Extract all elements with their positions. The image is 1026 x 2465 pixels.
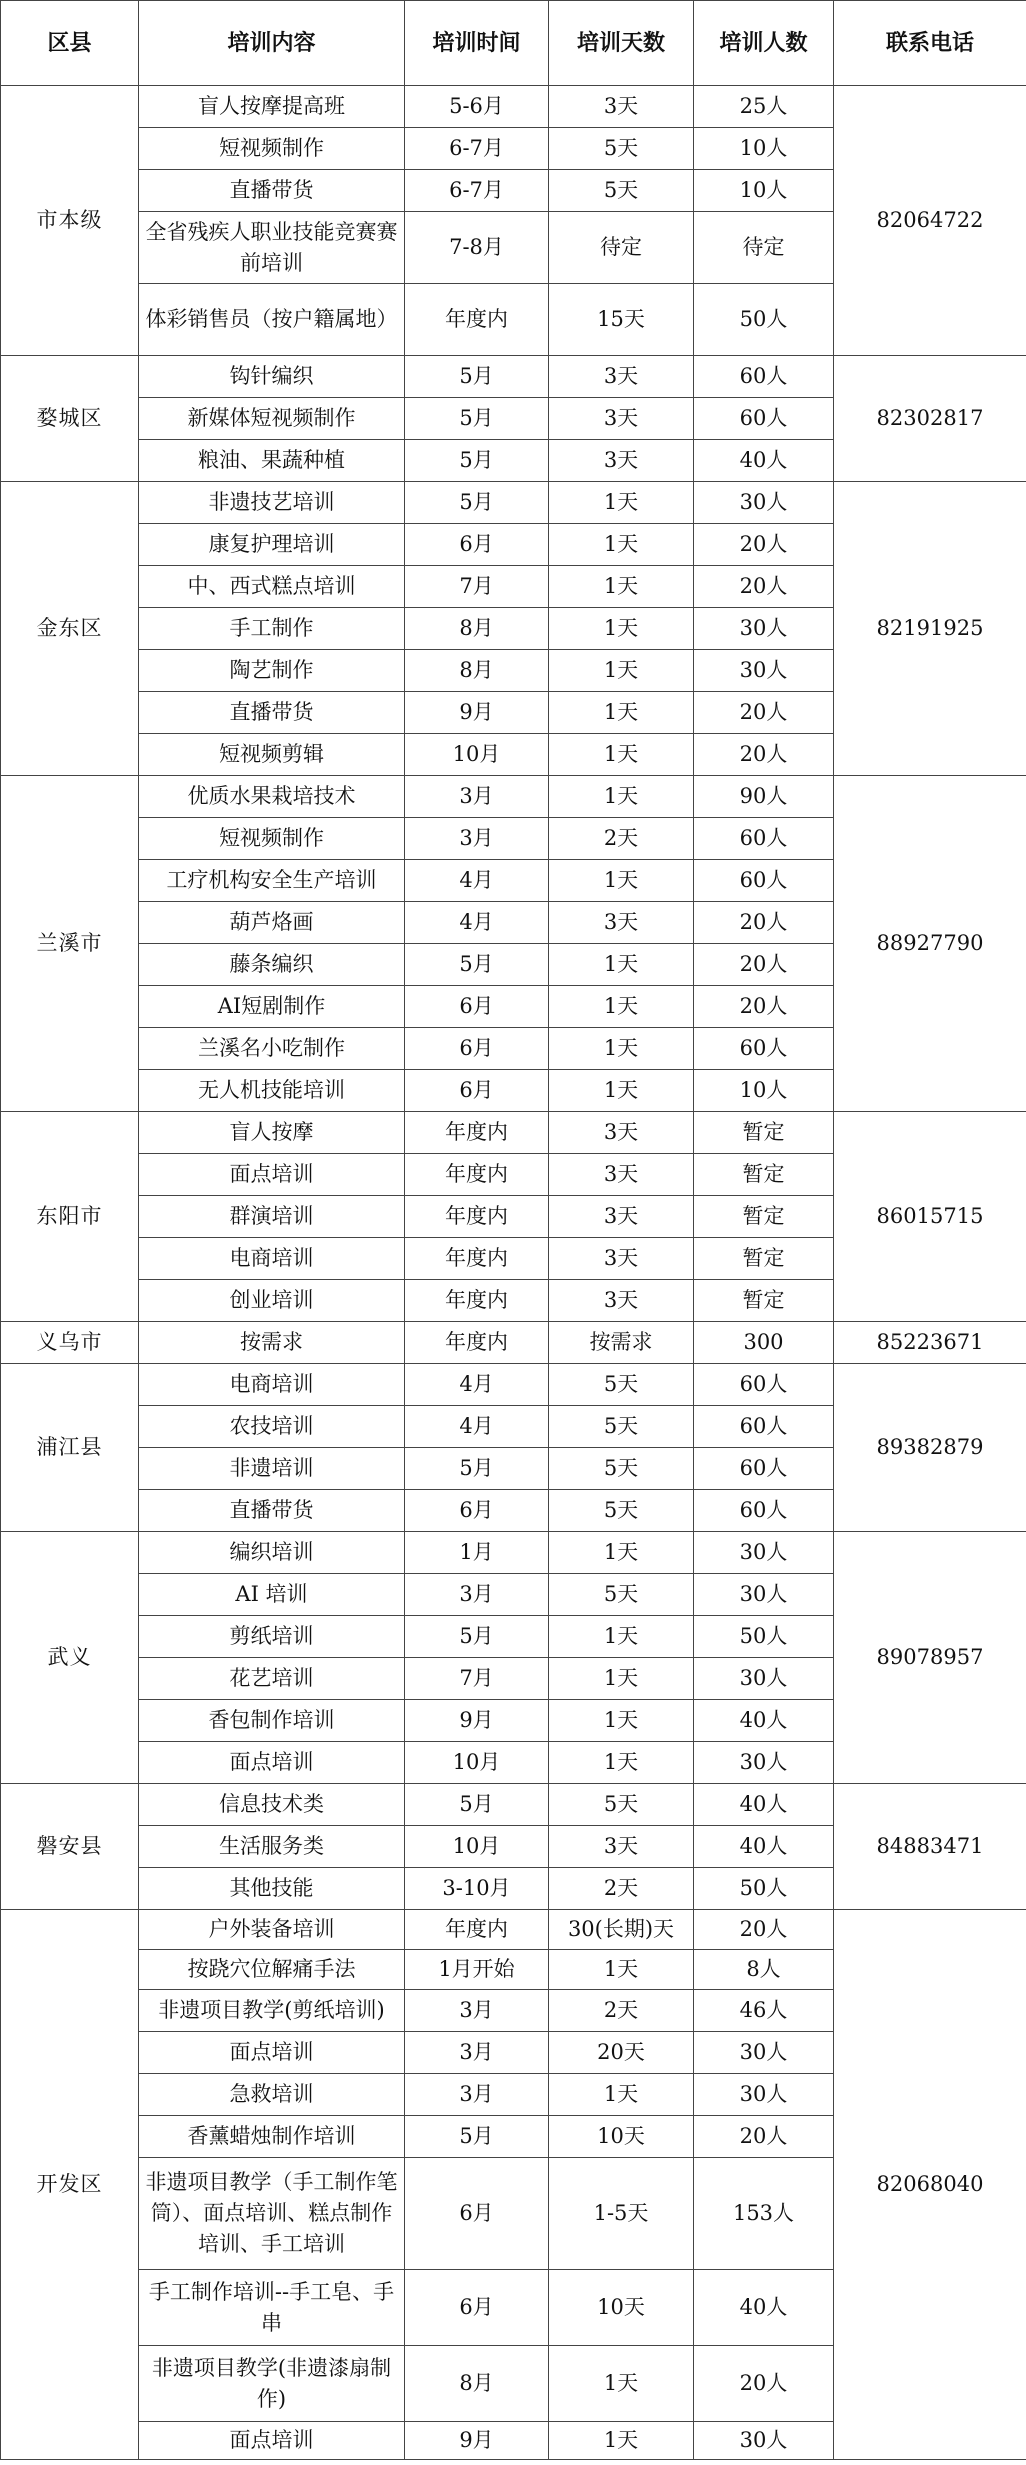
time-cell: 7月 [405, 1658, 549, 1700]
time-cell: 3-10月 [405, 1868, 549, 1910]
days-cell: 1天 [549, 482, 694, 524]
content-cell: 藤条编织 [139, 944, 405, 986]
phone-cell: 82068040 [834, 1910, 1026, 2460]
content-cell: 农技培训 [139, 1406, 405, 1448]
phone-cell: 89078957 [834, 1532, 1026, 1784]
county-cell: 武义 [1, 1532, 139, 1784]
time-cell: 4月 [405, 860, 549, 902]
phone-cell: 84883471 [834, 1784, 1026, 1910]
people-cell: 20人 [694, 1910, 834, 1950]
content-cell: 陶艺制作 [139, 650, 405, 692]
people-cell: 153人 [694, 2158, 834, 2270]
header-people: 培训人数 [694, 1, 834, 86]
table-row [1, 1910, 1026, 1950]
days-cell: 5天 [549, 1448, 694, 1490]
time-cell: 6月 [405, 2270, 549, 2346]
days-cell: 2天 [549, 1868, 694, 1910]
content-cell: 直播带货 [139, 1490, 405, 1532]
phone-cell: 82302817 [834, 356, 1026, 482]
days-cell: 3天 [549, 1826, 694, 1868]
days-cell: 3天 [549, 1238, 694, 1280]
people-cell: 20人 [694, 566, 834, 608]
time-cell: 3月 [405, 2032, 549, 2074]
content-cell: AI 培训 [139, 1574, 405, 1616]
time-cell: 1月 [405, 1532, 549, 1574]
days-cell: 1天 [549, 776, 694, 818]
time-cell: 6月 [405, 1070, 549, 1112]
time-cell: 4月 [405, 1364, 549, 1406]
table-row [1, 1112, 1026, 1154]
days-cell: 1-5天 [549, 2158, 694, 2270]
content-cell: 生活服务类 [139, 1826, 405, 1868]
days-cell: 3天 [549, 1196, 694, 1238]
county-cell: 浦江县 [1, 1364, 139, 1532]
time-cell: 3月 [405, 1990, 549, 2032]
content-cell: 康复护理培训 [139, 524, 405, 566]
days-cell: 10天 [549, 2270, 694, 2346]
days-cell: 1天 [549, 608, 694, 650]
days-cell: 1天 [549, 944, 694, 986]
time-cell: 6月 [405, 1028, 549, 1070]
table-row [1, 1784, 1026, 1826]
time-cell: 6-7月 [405, 128, 549, 170]
time-cell: 5月 [405, 398, 549, 440]
people-cell: 暂定 [694, 1238, 834, 1280]
content-cell: 无人机技能培训 [139, 1070, 405, 1112]
people-cell: 20人 [694, 2116, 834, 2158]
table-row [1, 86, 1026, 128]
content-cell: 盲人按摩 [139, 1112, 405, 1154]
days-cell: 2天 [549, 1990, 694, 2032]
people-cell: 40人 [694, 1700, 834, 1742]
header-phone: 联系电话 [834, 1, 1026, 86]
people-cell: 20人 [694, 734, 834, 776]
time-cell: 6-7月 [405, 170, 549, 212]
people-cell: 60人 [694, 1028, 834, 1070]
content-cell: 钩针编织 [139, 356, 405, 398]
people-cell: 10人 [694, 128, 834, 170]
content-cell: 急救培训 [139, 2074, 405, 2116]
people-cell: 30人 [694, 608, 834, 650]
people-cell: 60人 [694, 1448, 834, 1490]
time-cell: 9月 [405, 692, 549, 734]
people-cell: 60人 [694, 356, 834, 398]
header-content: 培训内容 [139, 1, 405, 86]
time-cell: 5月 [405, 2116, 549, 2158]
phone-cell: 88927790 [834, 776, 1026, 1112]
content-cell: 粮油、果蔬种植 [139, 440, 405, 482]
content-cell: 香包制作培训 [139, 1700, 405, 1742]
phone-cell: 82191925 [834, 482, 1026, 776]
content-cell: 香薰蜡烛制作培训 [139, 2116, 405, 2158]
days-cell: 3天 [549, 356, 694, 398]
content-cell: 面点培训 [139, 2422, 405, 2460]
county-cell: 金东区 [1, 482, 139, 776]
days-cell: 1天 [549, 2422, 694, 2460]
days-cell: 1天 [549, 1532, 694, 1574]
content-cell: 短视频剪辑 [139, 734, 405, 776]
content-cell: 中、西式糕点培训 [139, 566, 405, 608]
people-cell: 60人 [694, 860, 834, 902]
people-cell: 暂定 [694, 1280, 834, 1322]
people-cell: 8人 [694, 1950, 834, 1990]
content-cell: AI短剧制作 [139, 986, 405, 1028]
phone-cell: 86015715 [834, 1112, 1026, 1322]
people-cell: 暂定 [694, 1112, 834, 1154]
people-cell: 30人 [694, 2032, 834, 2074]
time-cell: 3月 [405, 1574, 549, 1616]
time-cell: 年度内 [405, 1238, 549, 1280]
days-cell: 1天 [549, 1658, 694, 1700]
days-cell: 1天 [549, 692, 694, 734]
content-cell: 全省残疾人职业技能竞赛赛前培训 [139, 212, 405, 284]
phone-cell: 82064722 [834, 86, 1026, 356]
table-row [1, 482, 1026, 524]
days-cell: 1天 [549, 734, 694, 776]
days-cell: 5天 [549, 1784, 694, 1826]
content-cell: 群演培训 [139, 1196, 405, 1238]
header-row [1, 1, 1026, 86]
time-cell: 5月 [405, 1784, 549, 1826]
content-cell: 短视频制作 [139, 128, 405, 170]
people-cell: 20人 [694, 902, 834, 944]
time-cell: 7月 [405, 566, 549, 608]
time-cell: 年度内 [405, 1280, 549, 1322]
table-body [1, 86, 1026, 2460]
time-cell: 5-6月 [405, 86, 549, 128]
content-cell: 剪纸培训 [139, 1616, 405, 1658]
days-cell: 待定 [549, 212, 694, 284]
content-cell: 非遗项目教学(非遗漆扇制作) [139, 2346, 405, 2422]
days-cell: 1天 [549, 2074, 694, 2116]
time-cell: 年度内 [405, 284, 549, 356]
content-cell: 葫芦烙画 [139, 902, 405, 944]
people-cell: 30人 [694, 650, 834, 692]
days-cell: 5天 [549, 1406, 694, 1448]
phone-cell: 89382879 [834, 1364, 1026, 1532]
people-cell: 20人 [694, 986, 834, 1028]
time-cell: 年度内 [405, 1322, 549, 1364]
content-cell: 面点培训 [139, 1154, 405, 1196]
time-cell: 6月 [405, 1490, 549, 1532]
content-cell: 创业培训 [139, 1280, 405, 1322]
time-cell: 5月 [405, 1616, 549, 1658]
content-cell: 盲人按摩提高班 [139, 86, 405, 128]
content-cell: 按跷穴位解痛手法 [139, 1950, 405, 1990]
content-cell: 兰溪名小吃制作 [139, 1028, 405, 1070]
days-cell: 1天 [549, 1616, 694, 1658]
time-cell: 8月 [405, 650, 549, 692]
people-cell: 10人 [694, 1070, 834, 1112]
people-cell: 10人 [694, 170, 834, 212]
days-cell: 5天 [549, 1364, 694, 1406]
county-cell: 市本级 [1, 86, 139, 356]
days-cell: 30(长期)天 [549, 1910, 694, 1950]
county-cell: 婺城区 [1, 356, 139, 482]
header-days: 培训天数 [549, 1, 694, 86]
county-cell: 兰溪市 [1, 776, 139, 1112]
days-cell: 20天 [549, 2032, 694, 2074]
time-cell: 5月 [405, 482, 549, 524]
days-cell: 3天 [549, 398, 694, 440]
time-cell: 7-8月 [405, 212, 549, 284]
people-cell: 40人 [694, 1826, 834, 1868]
time-cell: 9月 [405, 1700, 549, 1742]
time-cell: 6月 [405, 986, 549, 1028]
days-cell: 1天 [549, 524, 694, 566]
header-county: 区县 [1, 1, 139, 86]
days-cell: 15天 [549, 284, 694, 356]
content-cell: 直播带货 [139, 170, 405, 212]
county-cell: 东阳市 [1, 1112, 139, 1322]
time-cell: 5月 [405, 944, 549, 986]
people-cell: 20人 [694, 2346, 834, 2422]
content-cell: 户外装备培训 [139, 1910, 405, 1950]
content-cell: 电商培训 [139, 1238, 405, 1280]
content-cell: 信息技术类 [139, 1784, 405, 1826]
people-cell: 50人 [694, 284, 834, 356]
time-cell: 6月 [405, 2158, 549, 2270]
table-row [1, 1532, 1026, 1574]
table-row [1, 776, 1026, 818]
time-cell: 4月 [405, 902, 549, 944]
days-cell: 3天 [549, 902, 694, 944]
people-cell: 300 [694, 1322, 834, 1364]
days-cell: 2天 [549, 818, 694, 860]
people-cell: 40人 [694, 1784, 834, 1826]
time-cell: 5月 [405, 356, 549, 398]
days-cell: 3天 [549, 1154, 694, 1196]
people-cell: 30人 [694, 2074, 834, 2116]
people-cell: 暂定 [694, 1154, 834, 1196]
days-cell: 1天 [549, 1950, 694, 1990]
county-cell: 开发区 [1, 1910, 139, 2460]
days-cell: 3天 [549, 1112, 694, 1154]
people-cell: 60人 [694, 818, 834, 860]
days-cell: 按需求 [549, 1322, 694, 1364]
people-cell: 20人 [694, 524, 834, 566]
days-cell: 1天 [549, 1070, 694, 1112]
time-cell: 6月 [405, 524, 549, 566]
table-row [1, 1364, 1026, 1406]
content-cell: 电商培训 [139, 1364, 405, 1406]
time-cell: 4月 [405, 1406, 549, 1448]
days-cell: 1天 [549, 1700, 694, 1742]
days-cell: 10天 [549, 2116, 694, 2158]
days-cell: 5天 [549, 170, 694, 212]
content-cell: 优质水果栽培技术 [139, 776, 405, 818]
time-cell: 5月 [405, 1448, 549, 1490]
days-cell: 1天 [549, 1028, 694, 1070]
content-cell: 面点培训 [139, 1742, 405, 1784]
days-cell: 3天 [549, 440, 694, 482]
time-cell: 9月 [405, 2422, 549, 2460]
people-cell: 40人 [694, 440, 834, 482]
table-row [1, 1322, 1026, 1364]
days-cell: 1天 [549, 860, 694, 902]
time-cell: 5月 [405, 440, 549, 482]
people-cell: 60人 [694, 398, 834, 440]
people-cell: 30人 [694, 1574, 834, 1616]
people-cell: 40人 [694, 2270, 834, 2346]
people-cell: 60人 [694, 1490, 834, 1532]
phone-cell: 85223671 [834, 1322, 1026, 1364]
people-cell: 20人 [694, 944, 834, 986]
people-cell: 30人 [694, 2422, 834, 2460]
content-cell: 非遗培训 [139, 1448, 405, 1490]
content-cell: 工疗机构安全生产培训 [139, 860, 405, 902]
content-cell: 手工制作培训--手工皂、手串 [139, 2270, 405, 2346]
time-cell: 3月 [405, 2074, 549, 2116]
time-cell: 年度内 [405, 1154, 549, 1196]
days-cell: 1天 [549, 2346, 694, 2422]
people-cell: 30人 [694, 1658, 834, 1700]
days-cell: 1天 [549, 1742, 694, 1784]
time-cell: 年度内 [405, 1196, 549, 1238]
people-cell: 待定 [694, 212, 834, 284]
days-cell: 3天 [549, 1280, 694, 1322]
time-cell: 3月 [405, 818, 549, 860]
days-cell: 3天 [549, 86, 694, 128]
content-cell: 编织培训 [139, 1532, 405, 1574]
people-cell: 30人 [694, 1742, 834, 1784]
content-cell: 非遗项目教学(剪纸培训) [139, 1990, 405, 2032]
time-cell: 3月 [405, 776, 549, 818]
people-cell: 30人 [694, 482, 834, 524]
people-cell: 90人 [694, 776, 834, 818]
days-cell: 5天 [549, 1490, 694, 1532]
days-cell: 1天 [549, 566, 694, 608]
time-cell: 10月 [405, 1742, 549, 1784]
content-cell: 非遗项目教学（手工制作笔筒）、面点培训、糕点制作培训、手工培训 [139, 2158, 405, 2270]
days-cell: 5天 [549, 1574, 694, 1616]
time-cell: 8月 [405, 2346, 549, 2422]
days-cell: 1天 [549, 986, 694, 1028]
time-cell: 8月 [405, 608, 549, 650]
content-cell: 短视频制作 [139, 818, 405, 860]
county-cell: 磐安县 [1, 1784, 139, 1910]
table-row [1, 356, 1026, 398]
time-cell: 1月开始 [405, 1950, 549, 1990]
days-cell: 5天 [549, 128, 694, 170]
header-time: 培训时间 [405, 1, 549, 86]
people-cell: 60人 [694, 1364, 834, 1406]
people-cell: 30人 [694, 1532, 834, 1574]
content-cell: 手工制作 [139, 608, 405, 650]
people-cell: 50人 [694, 1616, 834, 1658]
people-cell: 50人 [694, 1868, 834, 1910]
time-cell: 年度内 [405, 1910, 549, 1950]
content-cell: 体彩销售员（按户籍属地） [139, 284, 405, 356]
county-cell: 义乌市 [1, 1322, 139, 1364]
time-cell: 10月 [405, 734, 549, 776]
content-cell: 新媒体短视频制作 [139, 398, 405, 440]
time-cell: 10月 [405, 1826, 549, 1868]
people-cell: 25人 [694, 86, 834, 128]
people-cell: 暂定 [694, 1196, 834, 1238]
time-cell: 年度内 [405, 1112, 549, 1154]
content-cell: 直播带货 [139, 692, 405, 734]
people-cell: 20人 [694, 692, 834, 734]
people-cell: 46人 [694, 1990, 834, 2032]
days-cell: 1天 [549, 650, 694, 692]
people-cell: 60人 [694, 1406, 834, 1448]
content-cell: 按需求 [139, 1322, 405, 1364]
content-cell: 非遗技艺培训 [139, 482, 405, 524]
content-cell: 花艺培训 [139, 1658, 405, 1700]
content-cell: 面点培训 [139, 2032, 405, 2074]
content-cell: 其他技能 [139, 1868, 405, 1910]
